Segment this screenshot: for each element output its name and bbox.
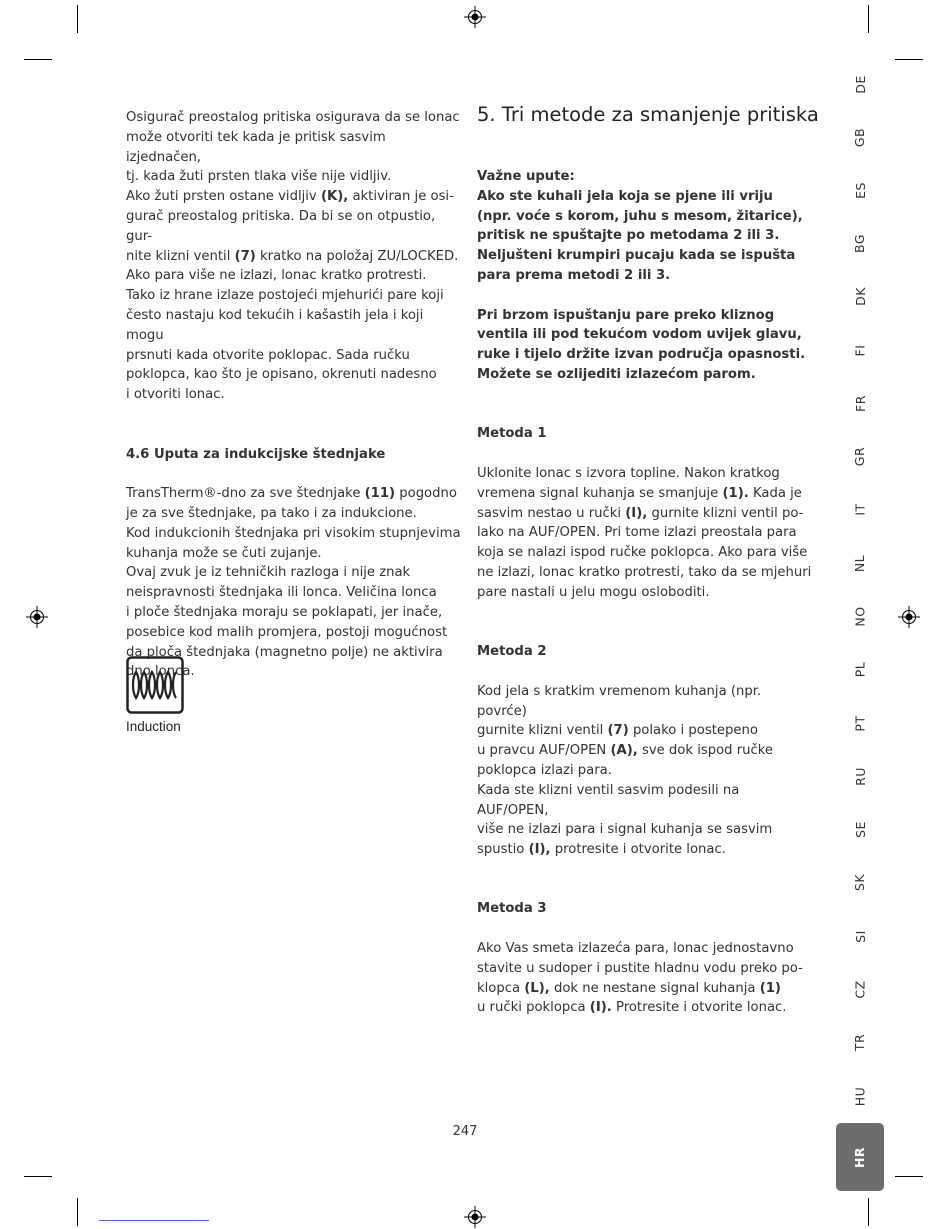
crop-mark xyxy=(24,1176,52,1177)
registration-mark-icon xyxy=(464,1206,486,1228)
important-title: Važne upute: xyxy=(477,169,575,184)
crop-mark xyxy=(895,1176,923,1177)
text-line: para prema metodi 2 ili 3. xyxy=(477,267,671,283)
text-line: sasvim nestao u ručki (I), gurnite klizni ventil po- xyxy=(477,505,804,521)
lang-tab-de[interactable]: DE xyxy=(852,74,868,94)
lang-tab-hu[interactable]: HU xyxy=(852,1086,868,1106)
text-line: Tako iz hrane izlaze postojeći mjehurići pare koji xyxy=(126,288,444,304)
lang-tab-ru[interactable]: RU xyxy=(852,766,868,786)
text-line: i otvoriti lonac. xyxy=(126,387,225,403)
text-line: tj. kada žuti prsten tlaka više nije vidljiv. xyxy=(126,169,392,185)
divider xyxy=(99,1220,209,1221)
text-line: Kod jela s kratkim vremenom kuhanja (npr. povrće) xyxy=(477,683,762,719)
lang-tab-tr[interactable]: TR xyxy=(852,1033,868,1051)
reference-a: (A), xyxy=(610,743,638,759)
text-line: Ako žuti prsten ostane vidljiv (K), aktiviran je osi- xyxy=(126,189,454,205)
text-line: gurač preostalog pritiska. Da bi se on otpustio, gur- xyxy=(126,208,436,244)
text-line: Kod indukcionih štednjaka pri visokim stupnjevima xyxy=(126,525,461,541)
lang-tab-nl[interactable]: NL xyxy=(852,554,868,572)
reference-7: (7) xyxy=(607,723,629,739)
text-line: Ako Vas smeta izlazeća para, lonac jednostavno xyxy=(477,941,794,957)
text-line: koja se nalazi ispod ručke poklopca. Ako para više xyxy=(477,545,808,561)
registration-mark-icon xyxy=(464,6,486,28)
lang-tab-hr[interactable]: HR xyxy=(836,1123,884,1191)
text-line: TransTherm®-dno za sve štednjake (11) pogodno xyxy=(126,486,457,502)
text-line: Osigurač preostalog pritiska osigurava da se lonac xyxy=(126,110,460,125)
text-line: u pravcu AUF/OPEN (A), sve dok ispod ručke xyxy=(477,743,774,759)
crop-mark xyxy=(77,1198,78,1226)
lang-tab-sk[interactable]: SK xyxy=(852,873,868,891)
lang-tab-it[interactable]: IT xyxy=(852,502,868,516)
text-line: je za sve štednjake, pa tako i za indukcione. xyxy=(126,505,417,521)
registration-mark-icon xyxy=(898,606,920,628)
reference-1: (1). xyxy=(722,485,749,501)
left-column xyxy=(126,108,461,682)
page-number: 247 xyxy=(452,1124,478,1139)
text-line: često nastaju kod tekućih i kašastih jela i koji mogu xyxy=(126,307,424,343)
crop-mark xyxy=(77,5,78,33)
crop-mark xyxy=(868,5,869,33)
method1-title: Metoda 1 xyxy=(477,426,547,442)
reference-i: (I). xyxy=(589,1000,612,1016)
text-line: Pri brzom ispuštanju pare preko kliznog xyxy=(477,307,775,323)
lang-tab-bg[interactable]: BG xyxy=(852,233,868,253)
reference-7: (7) xyxy=(234,248,256,264)
text-line: ruke i tijelo držite izvan područja opasnosti. xyxy=(477,347,806,363)
text-line: može otvoriti tek kada je pritisk sasvim izjednačen, xyxy=(126,129,386,165)
text-line: Ovaj zvuk je iz tehničkih razloga i nije znak xyxy=(126,565,411,581)
right-column xyxy=(477,167,812,1018)
lang-tab-no[interactable]: NO xyxy=(852,605,868,627)
lang-tab-gb[interactable]: GB xyxy=(852,127,868,147)
lang-tab-se[interactable]: SE xyxy=(852,820,868,838)
lang-tab-cz[interactable]: CZ xyxy=(852,979,868,999)
induction-coil-icon xyxy=(126,656,184,714)
text-line: kuhanja može se čuti zujanje. xyxy=(126,545,322,561)
reference-l: (L), xyxy=(524,980,550,996)
text-line: i ploče štednjaka moraju se poklapati, jer inače, xyxy=(126,604,443,620)
text-line: stavite u sudoper i pustite hladnu vodu preko po- xyxy=(477,960,803,976)
text-line: klopca (L), dok ne nestane signal kuhanja (1) xyxy=(477,980,781,996)
text-line: u ručki poklopca (I). Protresite i otvorite lonac. xyxy=(477,1000,787,1016)
method2-title: Metoda 2 xyxy=(477,644,547,660)
text-line: neispravnosti štednjaka ili lonca. Veličina lonca xyxy=(126,585,437,601)
text-line: Ako para više ne izlazi, lonac kratko protresti. xyxy=(126,268,427,284)
text-line: pritisk ne spuštajte po metodama 2 ili 3. xyxy=(477,228,780,244)
text-line: Možete se ozlijediti izlazećom parom. xyxy=(477,366,756,382)
text-line: poklopca izlazi para. xyxy=(477,762,612,778)
lang-tab-pt[interactable]: PT xyxy=(852,714,868,732)
text-line: ne izlazi, lonac kratko protresti, tako da se mjehuri xyxy=(477,564,812,580)
reference-i: (I), xyxy=(528,842,551,858)
lang-tab-fr[interactable]: FR xyxy=(852,394,868,412)
lang-tab-si[interactable]: SI xyxy=(852,929,868,943)
lang-tab-es[interactable]: ES xyxy=(852,181,868,199)
text-line: vremena signal kuhanja se smanjuje (1). Kada je xyxy=(477,485,802,501)
method3-title: Metoda 3 xyxy=(477,901,547,917)
lang-tab-fi[interactable]: FI xyxy=(852,344,868,356)
crop-mark xyxy=(868,1198,869,1226)
crop-mark xyxy=(895,59,923,60)
reference-11: (11) xyxy=(364,486,396,502)
text-line: gurnite klizni ventil (7) polako i postepeno xyxy=(477,723,758,739)
text-line: Neljušteni krumpiri pucaju kada se ispušta xyxy=(477,248,796,264)
section-title: 4.6 Uputa za indukcijske štednjake xyxy=(126,446,386,462)
lang-tab-dk[interactable]: DK xyxy=(852,286,868,306)
text-line: spustio (I), protresite i otvorite lonac. xyxy=(477,842,726,858)
lang-tab-gr[interactable]: GR xyxy=(852,446,868,466)
language-tabs xyxy=(836,60,884,1200)
text-line: prsnuti kada otvorite poklopac. Sada ručku xyxy=(126,347,410,363)
text-line: (npr. voće s korom, juhu s mesom, žitarice), xyxy=(477,208,803,224)
text-line: dno lonca. xyxy=(126,664,195,680)
text-line: Kada ste klizni ventil sasvim podesili na AUF/OPEN, xyxy=(477,782,740,818)
text-line: posebice kod malih promjera, postoji mogućnost xyxy=(126,624,448,640)
text-line: poklopca, kao što je opisano, okrenuti nadesno xyxy=(126,367,437,383)
crop-mark xyxy=(24,59,52,60)
text-line: da ploča štednjaka (magnetno polje) ne aktivira xyxy=(126,644,443,660)
text-line: ventila ili pod tekućom vodom uvijek glavu, xyxy=(477,327,802,343)
text-line: lako na AUF/OPEN. Pri tome izlazi preostala para xyxy=(477,525,797,541)
induction-label: Induction xyxy=(126,719,181,734)
page-title: 5. Tri metode za smanjenje pritiska xyxy=(477,103,819,126)
reference-k: (K), xyxy=(320,189,349,205)
reference-1: (1) xyxy=(759,980,781,996)
text-line: Uklonite lonac s izvora topline. Nakon kratkog xyxy=(477,465,780,481)
reference-i: (I), xyxy=(625,505,648,521)
text-line: pare nastali u jelu mogu osloboditi. xyxy=(477,584,710,600)
text-line: nite klizni ventil (7) kratko na položaj ZU/LOCKED. xyxy=(126,248,459,264)
registration-mark-icon xyxy=(26,606,48,628)
lang-tab-pl[interactable]: PL xyxy=(852,661,868,677)
text-line: više ne izlazi para i signal kuhanja se sasvim xyxy=(477,822,773,838)
text-line: Ako ste kuhali jela koja se pjene ili vriju xyxy=(477,188,773,204)
